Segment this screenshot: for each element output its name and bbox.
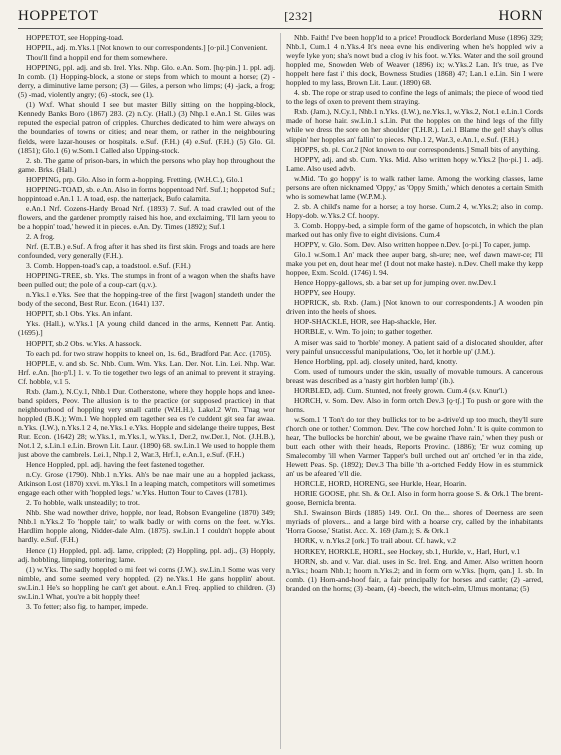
entry-paragraph: 2. sb. The game of prison-bars, in which the persons who play hop throughout the game. Brks. (Hall.) — [18, 155, 275, 174]
entry-paragraph: HOPPING-TREE, sb. Yks. The stumps in front of a wagon when the shafts have been pulled out; the pole of a coup-cart (q.v.). — [18, 271, 275, 290]
column-divider — [280, 33, 281, 749]
right-column — [286, 33, 543, 749]
entry-paragraph: Com. used of tumours under the skin, usually of movable tumours. A cancerous breast was described as a 'nasty girt horblen lump' (ib.). — [286, 366, 543, 385]
entry-paragraph: 3. Comb. Hoppen-toad's cap, a toadstool. e.Suf. (F.H.) — [26, 261, 191, 271]
header-right-title: HORN — [498, 7, 543, 24]
entry-paragraph: HOPPIL, adj. m.Yks.1 [Not known to our correspondents.] [o·pil.] Convenient. — [26, 43, 268, 53]
entry-paragraph: Rxb. (Jam.), N.Cy.1, Nhb.1 n.Yks. (I.W.), ne.Yks.1, w.Yks.2, Not.1 e.Lin.1 Cords made of horse hair. sw.Lin.1 s.Lin. Put the hopples on the hind legs of the filly while we dress the sore on her shoulder (T.H.R.). Lei.1 Blame the gel! shay's ollus slippin' her hopples an' fallin' to pieces. Nhp.1 2, War.3, e.An.1, e.Suf. (F.H.) — [286, 107, 543, 144]
entry-paragraph: HORN, sb. and v. Var. dial. uses in Sc. Irel. Eng. and Amer. Also written hoorn n.Yks.; hoarn Nhb.1; hoorn n.Yks.2; and in form orn w.Yks. [hǫrn, ǫan.] 1. sb. In comb. (1) Horn-and-hoof fair, a fair principally for horses and cattle; (2) -arred, branded on the horns; (3) -beam, (4) -beech, the witch-elm, Ulmus montana; (5) — [286, 556, 543, 593]
entry-paragraph: HORCLE, HORD, HORENG, see Hurkle, Hear, Hoarin. — [294, 479, 467, 489]
entry-paragraph: HOPPY, v. Glo. Som. Dev. Also written hoppee n.Dev. [o·pi.] To caper, jump. — [294, 240, 531, 250]
page-header — [18, 6, 543, 26]
entry-paragraph: HOPPETOT, see Hopping-toad. — [26, 33, 124, 42]
entry-paragraph: Glo.1 w.Som.1 An' mack thee auper barg, sh-ure; nee, wef dawn mawr-ce; I'll make you pet en, dout hear me! (I dout not make haste). n.Dev. Chell make thy kepp hoppee, Exm. Scold. (1746) l. 94. — [286, 250, 543, 278]
entry-paragraph: 3. Comb. Hoppy-bed, a simple form of the game of hopscotch, in which the plan marked out has only five to eight divisions. Cum.4 — [286, 220, 543, 239]
entry-paragraph: To each pd. for two straw hoppits to kneel on, 1s. 6d., Bradford Par. Acc. (1705). — [26, 348, 272, 358]
entry-paragraph: HOPRICK, sb. Rxb. (Jam.) [Not known to our correspondents.] A wooden pin driven into the heels of shoes. — [286, 298, 543, 317]
entry-paragraph: HOPPING-TOAD, sb. e.An. Also in forms hoppentoad Nrf. Suf.1; hoppetod Suf.; hoppintoad e.An.1 1. A toad, esp. the natterjack, Bufo calamita. — [18, 184, 275, 203]
entry-paragraph: HOPPLE, v. and sb. Sc. Nhb. Cum. Wm. Yks. Lan. Der. Not. Lin. Lei. Nhp. War. Hrf. e.An. [ho·p'l.] 1. v. To tie together two legs of an animal to prevent it straying. Cf. hobble, v.1 5. — [18, 358, 275, 386]
entry-paragraph: 3. To fetter; also fig. to hamper, impede. — [26, 601, 148, 611]
entry-paragraph: 2. To hobble, walk unsteadily; to trot. — [26, 498, 140, 508]
entry-paragraph: HOPPIT, sb.2 Obs. w.Yks. A hassock. — [26, 338, 142, 348]
entry-paragraph: Hence Horbling, ppl. adj. closely united, hard, knotty. — [294, 356, 458, 366]
header-rule — [18, 28, 543, 29]
entry-paragraph: n.Yks.1 e.Yks. See that the hopping-tree of the first [wagon] standeth under the body of the second, Best Rur. Econ. (1641) 137. — [18, 290, 275, 309]
entry-paragraph: (1) w.Yks. The sadly hoppled o mi feet wi corns (J.W.). sw.Lin.1 Some was very nimble, and some seemed very hoppled. (2) ne.Yks.1 He gans hopplin' about. sw.Lin.1 He's so hoppling he can't get about. e.An.1 Freq. applied to children. (3) sw.Lin.1 What, you're a bit hopply thee! — [18, 564, 275, 601]
entry-paragraph: Hence (1) Hoppled, ppl. adj. lame, crippled; (2) Hoppling, ppl. adj., (3) Hopply, adj. hobbling, limping, tottering; lame. — [18, 545, 275, 564]
entry-paragraph: 2. sb. A child's name for a horse; a toy horse. Cum.2 4, w.Yks.2; also in comp. Hopy-dob. w.Yks.2 Cf. hoopy. — [286, 201, 543, 220]
entry-paragraph: HOPPY, see Houpy. — [294, 288, 356, 298]
entry-paragraph: Hence Hoppy-gallows, sb. a bar set up for jumping over. nw.Dev.1 — [294, 278, 497, 288]
entry-paragraph: 4. sb. The rope or strap used to confine the legs of animals; the piece of wood tied to the legs of oxen to prevent them straying. — [286, 88, 543, 107]
entry-paragraph: HORIE GOOSE, phr. Sh. & Or.I. Also in form horra goose S. & Ork.1 The brent-goose, Bernicla brenta. — [286, 489, 543, 508]
entry-paragraph: n.Cy. Grose (1790). Nhb.1 n.Yks. Ah's be nae mair une au a hoppled jackass, Atkinson Lost (1870) xxvi. m.Yks.1 In a leaping match, competitors will sometimes engage each other with 'hoppled legs.' w.Yks. Hutton Tour to Caves (1781). — [18, 470, 275, 498]
entry-paragraph: HOPPY, adj. and sb. Cum. Yks. Mid. Also written hopy w.Yks.2 [ho·pi.] 1. adj. Lame. Also used advb. — [286, 154, 543, 173]
page-number: [232] — [284, 8, 313, 23]
entry-paragraph: Hence Hoppled, ppl. adj. having the feet fastened together. — [26, 460, 205, 470]
left-column — [18, 33, 275, 749]
entry-paragraph: Nhb. She wad nowther drive, hopple, nor lead, Robson Evangeline (1870) 349; Nhb.1 n.Yks.2 To 'hopple tair,' to walk badly or with corns on the feet. w.Yks. Hardlim hopple along, Nidder-dale Alm. (1875). sw.Lin.1 I couldn't hopple about hardly. e.Suf. (F.H.) — [18, 508, 275, 545]
entry-paragraph: e.An.1 Nrf. Cozens-Hardy Broad Nrf. (1893) 7. Suf. A toad crawled out of the flowers, and the gardener promptly raised his hoe, and exclaiming, 'I'll larn yeou to be a hoppin' toad,' hewed it in pieces. e.An. Dy. Times (1892); Suf.1 — [18, 203, 275, 231]
entry-paragraph: w.Mid. 'To go hoppy' is to walk rather lame. Among the working classes, lame persons are often nicknamed 'Oppy,' as 'Oppy Smith,' which denotes a certain Smith who is somewhat lame (W.P.M.). — [286, 173, 543, 201]
entry-paragraph: Thou'll find a hoppil end for them somewhere. — [26, 53, 168, 63]
entry-paragraph: HORBLED, adj. Cum. Stunted, not freely grown. Cum.4 (s.v. Knur'l.) — [294, 385, 508, 395]
entry-paragraph: HORK, v. n.Yks.2 [ork.] To trail about. Cf. hawk, v.2 — [294, 536, 457, 546]
entry-paragraph: Nhb. Faith! I've been hopp'ld to a price! Proudlock Borderland Muse (1896) 329; Nhb.1, Cum.1 4 n.Yks.4 It's neea evne his endivering when he's hoppled wiv a weyfe lyke yon; sha's nowt bud a clog iv his foot. w.Yks. Water and the soil ground hoppled me, Snowden Web of Weaver (1896) ix; w.Yks.2 Lan. It's true, as I've hoppelt here fast i' this dock, Bowness Studies (1868) 47; Lan.1 e.Lin. Sin I were hoppled to my lass, Brown Lit. Laur. (1890) 68. — [286, 33, 543, 88]
entry-paragraph: HOPPING, prp. Glo. Also in form a-hopping. Fretting. (W.H.C.), Glo.1 — [26, 174, 244, 184]
entry-paragraph: HOP-SHACKLE, HOR, see Hap-shackle, Her. — [294, 317, 437, 327]
entry-paragraph: HOPPIT, sb.1 Obs. Yks. An infant. — [26, 309, 133, 319]
entry-paragraph: (1) Wxf. What should I see but master Billy sitting on the hopping-block, Kennedy Banks Boro (1867) 283. (2) n.Cy. (Hall.) (3) Nhp.1 e.An.1 St. Giles was reputed the especial patron of cripples. Churches dedicated to him were always on the boundaries of towns or cities; and near them, or rather in the neighbouring fields, were lazar-houses or hospitals. e.Suf. (F.H.) (4) e.Suf. (F.H.) (5) Glo. Gl. (1851); Glo.1 (6) w.Som.1 Called also Upping-stock. — [18, 100, 275, 155]
entry-paragraph: HOPPING, ppl. adj. and sb. Irel. Yks. Nhp. Glo. e.An. Som. [hǫ·pin.] 1. ppl. adj. In comb. (1) Hopping-block, a stone or steps from which to mount a horse; (2) -derry, a diminutive lame person; (3) — Giles, a person who limps; (4) -jack, a frog; (5) -mad, violently angry; (6) -stock, see (1). — [18, 63, 275, 100]
entry-paragraph: w.Som.1 'I Ton't do tor they bullicks tor to be a-drive'd up too much, they'll sure t'horch one or tother.' Common. Dev. 'The cow horched John.' It is quite common to hear, 'The bullocks be horchin' about, we be gwaine t'have rain,' when they push or butt each other with their heads, Reports Provinc. (1886); 'Er wuz coming up Smalecomby 'ill when Varmer Tapper's bull urched out an' ortched 'er in tha zide, Hewett Peas. Sp. (1892); Dev.3 Tha bille 'th a-ortched Feddy How in es stummick an' us be afeared 'e'll die. — [286, 414, 543, 479]
entry-paragraph: HORKEY, HORKLE, HORL, see Hockey, sb.1, Hurkle, v., Harl, Hurl, v.1 — [294, 546, 521, 556]
entry-paragraph: Sh.I. Swainson Birds (1885) 149. Or.I. On the... shores of Deerness are seen myriads of plovers... and a large bird with a hoarse cry, called by the inhabitants 'Horra Goose,' Statist. Acc. X. 169 (Jam.); S. & Ork.1 — [286, 508, 543, 536]
entry-paragraph: Rxb. (Jam.), N.Cy.1, Nhb.1 Dur. Cotherstone, where they hopple hops and knee-band spiders, Peov. The allusion is to the practice (or supposed practice) in that neighbourhood of hoppling very small cattle (W.H.H.). Lakel.2 Wm. T'nag wor hoppled (B.K.); Wm.1 We hoppled em tagether sea es t'e cuddent git sea far awaa. n.Yks. (I.W.), n.Yks.1 2 4, ne.Yks.1 e.Yks. Hopple and sidelange theire tuppes, Best Rur. Econ. (1642) 28; w.Yks.1, m.Yks.1, w.Yks.1, Der.2, nw.Der.1, Not. (J.H.B.), Not.1 2, s.Lin.1 e.Lin. Brown Lit. Laur. (1890) 68. sw.Lin.1 We used to hopple them just above the cambrels. Lei.1, Nhp.1 2, War.3, Hrf.1, e.An.1, e.Suf. (F.H.) — [18, 386, 275, 460]
entry-paragraph: Nrf. (E.T.B.) e.Suf. A frog after it has shed its first skin. Frogs and toads are here confounded, very generally (F.H.). — [18, 242, 275, 261]
entry-paragraph: 2. A frog. — [26, 231, 55, 241]
entry-paragraph: A miser was said to 'horble' money. A patient said of a dislocated shoulder, after very painful unsuccessful manipulations, 'Oo, let it horble up' (J.M.). — [286, 337, 543, 356]
entry-paragraph: HORCH, v. Som. Dev. Also in form ortch Dev.3 [ǫ·tʃ.] To push or gore with the horns. — [286, 395, 543, 414]
entry-paragraph: HOPPS, sb. pl. Cor.2 [Not known to our correspondents.] Small bits of anything. — [294, 144, 540, 154]
entry-paragraph: Yks. (Hall.), w.Yks.1 [A young child danced in the arms, Kennett Par. Antiq. (1695).] — [18, 319, 275, 338]
entry-paragraph: HORBLE, v. Wm. To join; to gather together. — [294, 327, 433, 337]
header-left-title: HOPPETOT — [18, 7, 99, 24]
